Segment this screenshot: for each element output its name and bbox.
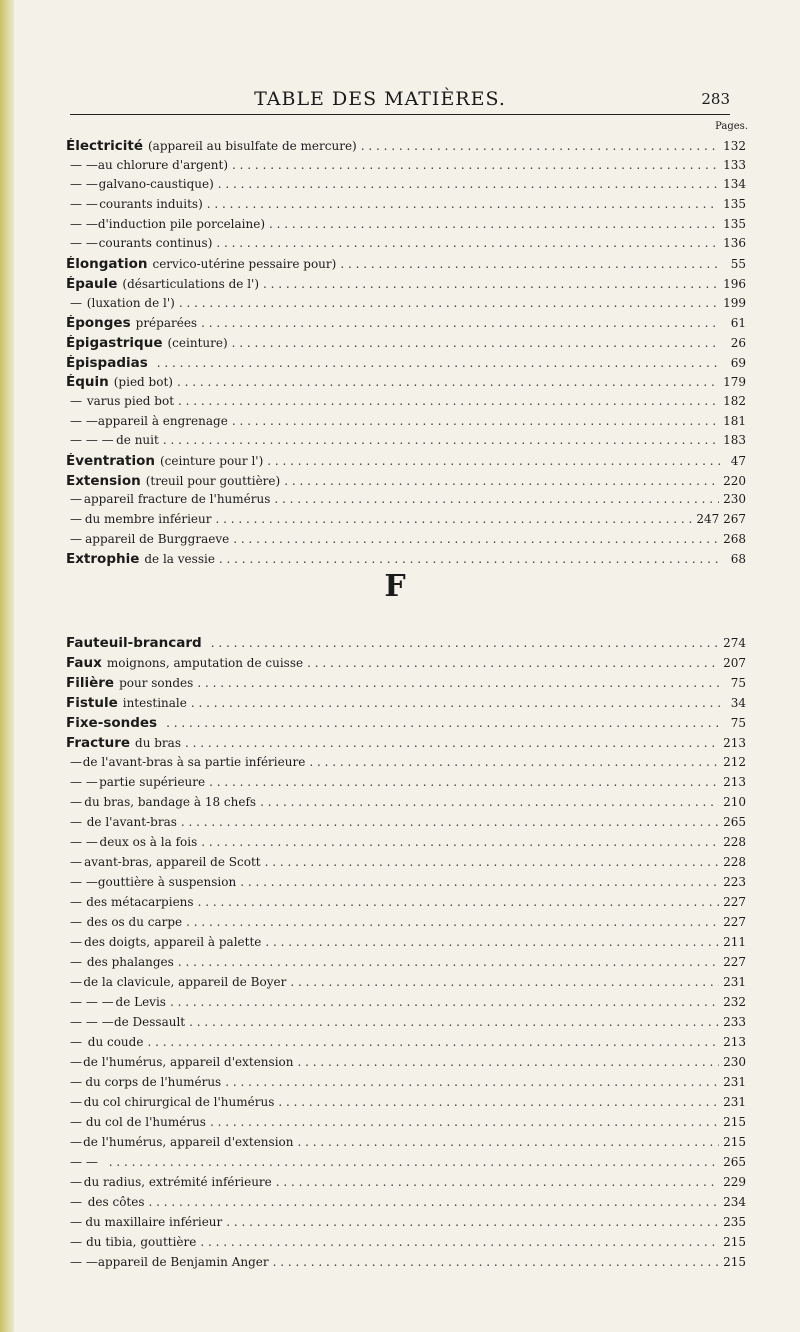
index-entry <box>66 935 746 955</box>
index-entry <box>66 1195 746 1215</box>
entry-text: du maxillaire inférieur <box>85 1215 223 1229</box>
ditto-dash: — — <box>70 197 98 212</box>
index-entry <box>66 394 746 414</box>
dot-leader <box>278 1095 719 1109</box>
ditto-dash: — — <box>70 835 98 849</box>
ditto-dash: — — — <box>70 995 114 1009</box>
dot-leader <box>157 356 720 370</box>
entry-text: du corps de l'humérus <box>85 1075 222 1089</box>
dot-leader <box>211 636 719 650</box>
index-entry <box>66 1095 746 1115</box>
entry-page-number: 274 <box>723 636 746 650</box>
dot-leader <box>218 177 719 191</box>
index-entry <box>66 453 746 473</box>
dot-leader <box>149 1195 720 1209</box>
index-entry <box>66 975 746 995</box>
index-entry <box>66 795 746 815</box>
dot-leader <box>198 895 720 909</box>
entry-text: partie supérieure <box>99 775 206 789</box>
entry-text: de nuit <box>116 433 159 448</box>
dot-leader <box>309 755 719 769</box>
ditto-dash: — <box>70 915 82 929</box>
entry-term: Extension <box>66 472 141 489</box>
dot-leader <box>265 855 720 869</box>
dot-leader <box>226 1215 719 1229</box>
ditto-dash: — <box>70 531 82 546</box>
dot-leader <box>265 935 719 949</box>
entry-text: (ceinture pour l') <box>159 454 264 468</box>
entry-text: de l'avant-bras à sa partie inférieure <box>82 755 306 769</box>
ditto-dash: — <box>70 1175 82 1189</box>
dot-leader <box>267 454 720 468</box>
ditto-dash: — <box>70 1035 82 1049</box>
entry-page-number: 215 <box>723 1255 746 1269</box>
entry-page-number: 199 <box>723 295 746 310</box>
ditto-dash: — — <box>70 177 98 192</box>
entry-page-number: 223 <box>723 875 746 889</box>
entry-page-number: 47 <box>730 454 746 468</box>
dot-leader <box>109 1155 719 1169</box>
dot-leader <box>170 995 719 1009</box>
dot-leader <box>191 696 720 710</box>
index-entry <box>66 374 746 394</box>
entry-term: Faux <box>66 655 102 671</box>
index-section-f <box>66 635 746 1275</box>
entry-term: Fistule <box>66 695 118 711</box>
entry-term: Extrophie <box>66 551 140 568</box>
entry-text: des métacarpiens <box>86 895 194 909</box>
index-entry <box>66 835 746 855</box>
dot-leader <box>260 795 719 809</box>
ditto-dash: — — <box>70 157 98 172</box>
entry-page-number: 133 <box>723 157 746 172</box>
entry-text: gouttière à suspension <box>97 875 237 889</box>
index-entry <box>66 875 746 895</box>
dot-leader <box>210 1115 719 1129</box>
entry-text: courants induits) <box>99 197 203 212</box>
ditto-dash: — <box>70 1195 82 1209</box>
entry-page-number: 196 <box>723 276 746 291</box>
ditto-dash: — — <box>70 1255 98 1269</box>
ditto-dash: — — <box>70 775 98 789</box>
ditto-dash: — <box>70 393 82 408</box>
ditto-dash: — <box>70 1055 82 1069</box>
entry-page-number: 69 <box>730 355 746 370</box>
entry-text: du col chirurgical de l'humérus <box>83 1095 275 1109</box>
entry-page-number: 215 <box>723 1115 746 1129</box>
dot-leader <box>274 492 719 506</box>
ditto-dash: — <box>70 955 82 969</box>
entry-page-number: 135 <box>723 216 746 231</box>
index-entry <box>66 955 746 975</box>
dot-leader <box>232 158 719 172</box>
entry-page-number: 207 <box>723 656 746 670</box>
entry-page-number: 75 <box>730 676 746 690</box>
index-entry <box>66 1055 746 1075</box>
entry-text: de l'humérus, appareil d'extension <box>83 1055 294 1069</box>
entry-text: pour sondes <box>119 676 194 690</box>
entry-text: (ceinture) <box>167 335 228 350</box>
entry-page-number: 213 <box>723 736 746 750</box>
index-entry <box>66 815 746 835</box>
index-entry <box>66 256 746 276</box>
entry-page-number: 265 <box>723 815 746 829</box>
dot-leader <box>232 414 719 428</box>
entry-term: Épaule <box>66 275 118 292</box>
entry-page-number: 212 <box>723 755 746 769</box>
entry-term: Équin <box>66 374 109 391</box>
entry-page-number: 232 <box>723 995 746 1009</box>
ditto-dash: — <box>70 855 82 869</box>
entry-page-number: 230 <box>723 492 746 507</box>
ditto-dash: — — — <box>70 433 114 448</box>
entry-page-number: 268 <box>723 531 746 546</box>
dot-leader <box>276 1175 719 1189</box>
index-entry <box>66 1235 746 1255</box>
entry-term: Fixe-sondes <box>66 715 158 731</box>
index-entry <box>66 735 746 755</box>
entry-text: de la clavicule, appareil de Boyer <box>83 975 287 989</box>
pages-column-label: Pages. <box>715 121 748 132</box>
entry-page-number: 234 <box>723 1195 746 1209</box>
entry-text: du membre inférieur <box>84 512 212 527</box>
entry-text: de la vessie <box>144 552 215 567</box>
entry-text: moignons, amputation de cuisse <box>106 656 304 670</box>
entry-page-number: 179 <box>723 375 746 390</box>
ditto-dash: — — <box>70 236 98 251</box>
header-rule <box>70 114 730 115</box>
entry-page-number: 247 267 <box>696 512 746 527</box>
entry-text: deux os à la fois <box>99 835 198 849</box>
ditto-dash: — <box>70 815 82 829</box>
ditto-dash: — <box>70 755 82 769</box>
entry-text: appareil de Burggraeve <box>85 531 230 546</box>
entry-text: cervico-utérine pessaire pour) <box>152 257 337 272</box>
index-entry <box>66 296 746 316</box>
index-entry <box>66 473 746 493</box>
index-entry <box>66 1155 746 1175</box>
entry-text: appareil à engrenage <box>97 413 228 428</box>
dot-leader <box>307 656 719 670</box>
dot-leader <box>179 296 719 310</box>
index-entry <box>66 276 746 296</box>
entry-text: d'induction pile porcelaine) <box>97 216 266 231</box>
entry-text: des os du carpe <box>86 915 183 929</box>
dot-leader <box>186 915 719 929</box>
dot-leader <box>361 139 719 153</box>
entry-page-number: 227 <box>723 955 746 969</box>
entry-text: varus pied bot <box>86 393 175 408</box>
entry-term: Élongation <box>66 256 148 273</box>
entry-term: Fauteuil-brancard <box>66 635 202 651</box>
ditto-dash: — <box>70 795 82 809</box>
entry-text: de l'avant-bras <box>86 815 177 829</box>
entry-text: au chlorure d'argent) <box>97 157 229 172</box>
dot-leader <box>290 975 719 989</box>
index-entry <box>66 492 746 512</box>
ditto-dash: — <box>70 512 82 527</box>
index-entry <box>66 1135 746 1155</box>
entry-page-number: 136 <box>723 236 746 251</box>
entry-text: (treuil pour gouttière) <box>145 473 281 488</box>
entry-text: galvano-caustique) <box>98 177 214 192</box>
index-entry <box>66 236 746 256</box>
entry-text: du bras, bandage à 18 chefs <box>84 795 257 809</box>
entry-page-number: 220 <box>723 473 746 488</box>
dot-leader <box>216 236 719 250</box>
ditto-dash: — <box>70 1075 82 1089</box>
entry-text: du coude <box>87 1035 144 1049</box>
index-entry <box>66 695 746 715</box>
dot-leader <box>269 217 719 231</box>
entry-page-number: 34 <box>730 696 746 710</box>
entry-text: de Levis <box>115 995 166 1009</box>
index-entry <box>66 355 746 375</box>
running-title: TABLE DES MATIÈRES. <box>254 88 506 110</box>
ditto-dash: — — <box>70 413 98 428</box>
index-entry <box>66 1015 746 1035</box>
entry-page-number: 134 <box>723 177 746 192</box>
entry-page-number: 132 <box>723 139 746 153</box>
ditto-dash: — <box>70 895 82 909</box>
index-entry <box>66 635 746 655</box>
entry-term: Épigastrique <box>66 334 163 351</box>
index-entry <box>66 675 746 695</box>
entry-page-number: 231 <box>723 975 746 989</box>
index-entry <box>66 433 746 453</box>
entry-text: des doigts, appareil à palette <box>84 935 262 949</box>
entry-page-number: 265 <box>723 1155 746 1169</box>
entry-page-number: 55 <box>730 257 746 272</box>
entry-page-number: 228 <box>723 855 746 869</box>
dot-leader <box>207 197 719 211</box>
entry-page-number: 211 <box>723 935 746 949</box>
letter-heading-f: F <box>384 569 406 604</box>
entry-page-number: 228 <box>723 835 746 849</box>
dot-leader <box>284 474 719 488</box>
index-entry <box>66 197 746 217</box>
entry-text: (luxation de l') <box>86 295 175 310</box>
index-entry <box>66 158 746 178</box>
dot-leader <box>178 394 719 408</box>
dot-leader <box>225 1075 719 1089</box>
entry-page-number: 183 <box>723 433 746 448</box>
entry-page-number: 227 <box>723 915 746 929</box>
dot-leader <box>297 1135 719 1149</box>
ditto-dash: — — <box>70 216 98 231</box>
index-entry <box>66 755 746 775</box>
ditto-dash: — <box>70 1115 82 1129</box>
entry-page-number: 213 <box>723 1035 746 1049</box>
ditto-dash: — — — <box>70 1015 114 1029</box>
ditto-dash: — <box>70 492 82 507</box>
dot-leader <box>340 257 720 271</box>
dot-leader <box>297 1055 719 1069</box>
page-spine-edge <box>0 0 14 1332</box>
index-entry <box>66 655 746 675</box>
dot-leader <box>273 1255 719 1269</box>
entry-page-number: 233 <box>723 1015 746 1029</box>
entry-text: (appareil au bisulfate de mercure) <box>148 139 357 153</box>
entry-page-number: 231 <box>723 1075 746 1089</box>
entry-text: préparées <box>135 316 198 331</box>
index-entry <box>66 177 746 197</box>
index-entry <box>66 1035 746 1055</box>
entry-text: (pied bot) <box>113 375 173 390</box>
ditto-dash: — <box>70 1095 82 1109</box>
entry-page-number: 231 <box>723 1095 746 1109</box>
entry-text: du col de l'humérus <box>85 1115 206 1129</box>
ditto-dash: — <box>70 1135 82 1149</box>
page-number: 283 <box>701 90 730 108</box>
entry-text: appareil fracture de l'humérus <box>83 492 271 507</box>
entry-page-number: 182 <box>723 393 746 408</box>
dot-leader <box>240 875 719 889</box>
entry-page-number: 75 <box>730 716 746 730</box>
index-entry <box>66 1175 746 1195</box>
entry-page-number: 235 <box>723 1215 746 1229</box>
index-entry <box>66 1075 746 1095</box>
entry-text: du radius, extrémité inférieure <box>83 1175 272 1189</box>
ditto-dash: — <box>70 1215 82 1229</box>
index-entry <box>66 1215 746 1235</box>
entry-page-number: 229 <box>723 1175 746 1189</box>
dot-leader <box>263 277 719 291</box>
index-entry <box>66 775 746 795</box>
entry-term: Éventration <box>66 453 155 469</box>
ditto-dash: — <box>70 295 82 310</box>
index-entry <box>66 532 746 552</box>
entry-text: du tibia, gouttière <box>86 1235 197 1249</box>
dot-leader <box>200 1235 719 1249</box>
dot-leader <box>216 512 693 526</box>
dot-leader <box>201 835 719 849</box>
index-entry <box>66 138 746 158</box>
dot-leader <box>163 433 719 447</box>
dot-leader <box>197 676 720 690</box>
ditto-dash: — <box>70 935 82 949</box>
index-entry <box>66 1115 746 1135</box>
index-entry <box>66 1255 746 1275</box>
entry-text: de Dessault <box>113 1015 186 1029</box>
ditto-dash: — <box>70 975 82 989</box>
entry-text: courants continus) <box>98 236 213 251</box>
entry-term: Éponges <box>66 315 131 332</box>
dot-leader <box>181 815 719 829</box>
entry-text: (désarticulations de l') <box>122 276 260 291</box>
entry-page-number: 213 <box>723 775 746 789</box>
index-entry <box>66 315 746 335</box>
ditto-dash: — <box>70 1235 82 1249</box>
dot-leader <box>185 736 719 750</box>
index-entry <box>66 414 746 434</box>
entry-text: avant-bras, appareil de Scott <box>84 855 261 869</box>
entry-page-number: 215 <box>723 1235 746 1249</box>
entry-page-number: 181 <box>723 413 746 428</box>
entry-text: appareil de Benjamin Anger <box>97 1255 269 1269</box>
index-section-e <box>66 138 746 571</box>
dot-leader <box>166 716 720 730</box>
index-entry <box>66 855 746 875</box>
entry-text: du bras <box>135 736 181 750</box>
ditto-dash: — — <box>70 875 98 889</box>
index-entry <box>66 915 746 935</box>
entry-text: des côtes <box>87 1195 145 1209</box>
entry-page-number: 68 <box>730 552 746 567</box>
index-entry <box>66 512 746 532</box>
entry-page-number: 135 <box>723 197 746 212</box>
index-entry <box>66 995 746 1015</box>
entry-page-number: 26 <box>730 335 746 350</box>
entry-text: des phalanges <box>86 955 174 969</box>
dot-leader <box>201 316 720 330</box>
index-entry <box>66 715 746 735</box>
entry-term: Électricité <box>66 138 143 154</box>
entry-page-number: 61 <box>730 316 746 331</box>
entry-term: Épispadias <box>66 354 148 371</box>
entry-term: Fracture <box>66 735 131 751</box>
dot-leader <box>147 1035 719 1049</box>
dot-leader <box>233 532 719 546</box>
dot-leader <box>219 552 720 566</box>
index-entry <box>66 335 746 355</box>
entry-text: intestinale <box>122 696 187 710</box>
ditto-dash: — — <box>70 1155 98 1169</box>
entry-page-number: 227 <box>723 895 746 909</box>
entry-page-number: 230 <box>723 1055 746 1069</box>
index-entry <box>66 895 746 915</box>
entry-page-number: 215 <box>723 1135 746 1149</box>
entry-term: Filière <box>66 675 115 691</box>
dot-leader <box>232 336 720 350</box>
dot-leader <box>189 1015 719 1029</box>
index-entry <box>66 217 746 237</box>
dot-leader <box>178 955 719 969</box>
dot-leader <box>177 375 719 389</box>
entry-text: de l'humérus, appareil d'extension <box>83 1135 294 1149</box>
entry-page-number: 210 <box>723 795 746 809</box>
dot-leader <box>209 775 719 789</box>
